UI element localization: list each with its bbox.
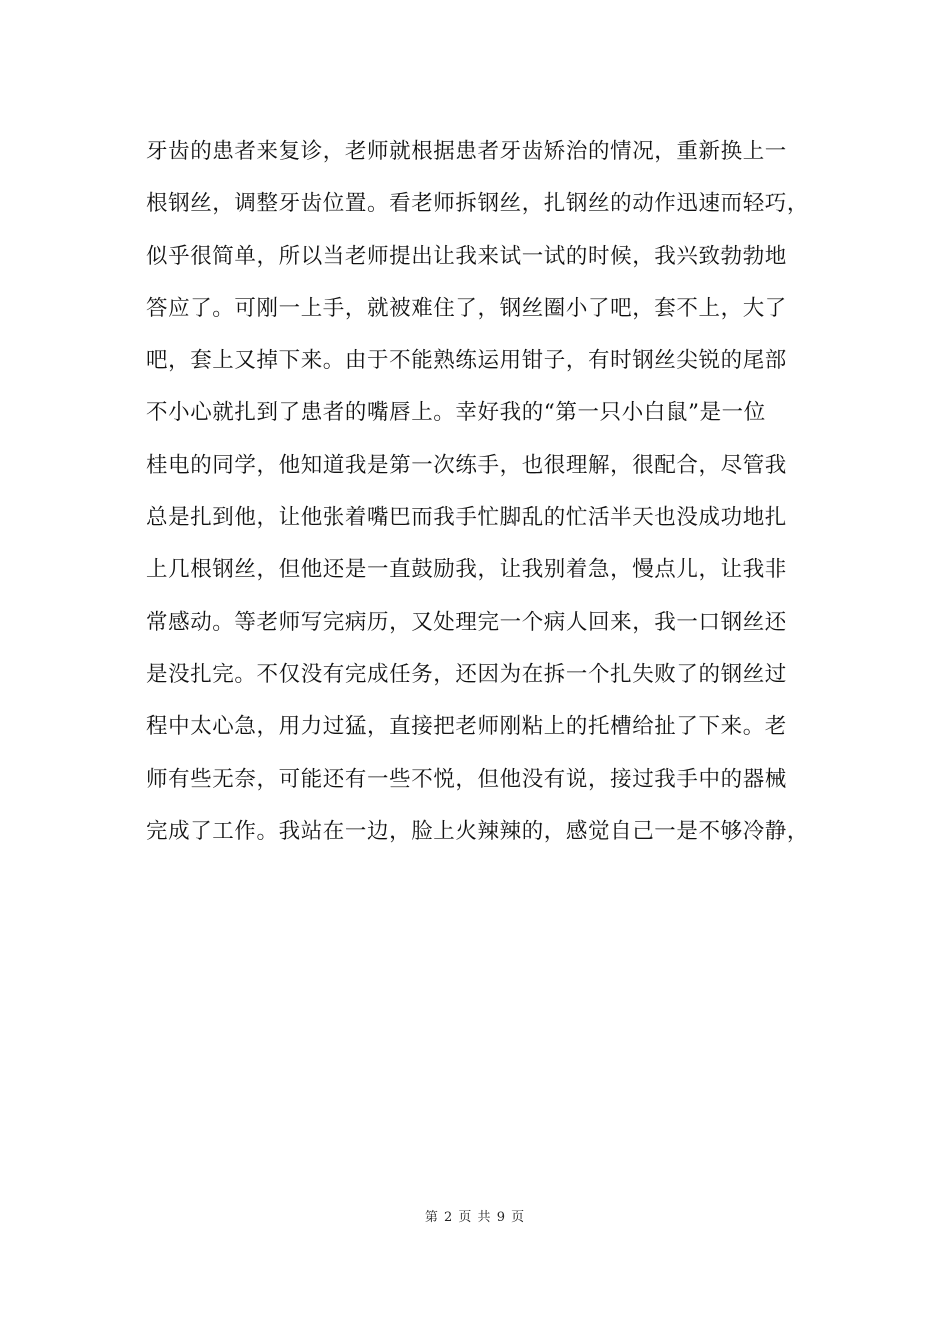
text-line: 牙齿的患者来复诊，老师就根据患者牙齿矫治的情况，重新换上一 <box>146 139 787 164</box>
body-text <box>146 126 826 858</box>
text-line: 常感动。等老师写完病历，又处理完一个病人回来，我一口钢丝还 <box>146 609 787 635</box>
text-line: 吧，套上又掉下来。由于不能熟练运用钳子，有时钢丝尖锐的尾部 <box>146 348 787 374</box>
text-line: 似乎很简单，所以当老师提出让我来试一试的时候，我兴致勃勃地 <box>146 243 787 269</box>
text-line: 是没扎完。不仅没有完成任务，还因为在拆一个扎失败了的钢丝过 <box>146 661 787 687</box>
text-line: 总是扎到他，让他张着嘴巴而我手忙脚乱的忙活半天也没成功地扎 <box>146 505 787 531</box>
text-line: 桂电的同学，他知道我是第一次练手，也很理解，很配合，尽管我 <box>146 452 787 478</box>
page-number-footer: 第 2 页 共 9 页 <box>424 1210 526 1225</box>
text-line: 程中太心急，用力过猛，直接把老师刚粘上的托槽给扯了下来。老 <box>146 714 787 740</box>
text-line: 上几根钢丝，但他还是一直鼓励我，让我别着急，慢点儿，让我非 <box>146 557 787 583</box>
text-line: 不小心就扎到了患者的嘴唇上。幸好我的“第一只小白鼠”是一位 <box>146 400 766 426</box>
text-line: 根钢丝，调整牙齿位置。看老师拆钢丝，扎钢丝的动作迅速而轻巧， <box>146 191 810 217</box>
text-line: 答应了。可刚一上手，就被难住了，钢丝圈小了吧，套不上，大了 <box>146 295 787 321</box>
text-line: 师有些无奈，可能还有一些不悦，但他没有说，接过我手中的器械 <box>146 766 787 792</box>
text-line: 完成了工作。我站在一边，脸上火辣辣的，感觉自己一是不够冷静， <box>146 818 810 844</box>
